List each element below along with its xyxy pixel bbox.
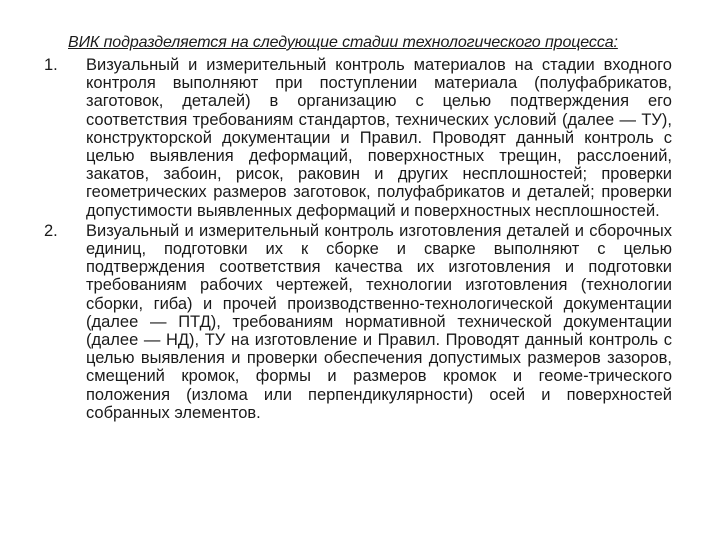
list-item <box>0 56 720 220</box>
list-item-number: 2. <box>44 221 58 240</box>
stages-list <box>0 56 720 422</box>
list-item-text: Визуальный и измерительный контроль изготовления деталей и сборочных единиц, подготовки их к сборке и сварке выполняют с целью подтверждения соответствия качества их изготовления и подготовки требованиям рабочих чертежей, технологии изготовления (технологии сборки, гиба) и прочей производственно-технологической документации (далее — ПТД), требованиям нормативной технической документации (далее — НД), ТУ на изготовление и Правил. Проводят данный контроль с целью выявления и проверки обеспечения допустимых размеров зазоров, смещений кромок, формы и размеров кромок и геоме-трического положения (излома или перпендикулярности) осей и поверхностей собранных элементов. <box>86 221 672 422</box>
list-item-text: Визуальный и измерительный контроль материалов на стадии входного контроля выполняют при поступлении материала (полуфабрикатов, заготовок, деталей) в организацию с целью подтверждения его соответствия требованиям стандартов, технических условий (далее — ТУ), конструкторской документации и Правил. Проводят данный контроль с целью выявления деформаций, поверхностных трещин, расслоений, закатов, забоин, рисок, раковин и других несплошностей; проверки геометрических размеров заготовок, полуфабрикатов и деталей; проверки допустимости выявленных деформаций и поверхностных несплошностей. <box>86 56 672 220</box>
list-item <box>0 222 720 422</box>
slide-title: ВИК подразделяется на следующие стадии технологического процесса: <box>68 34 618 51</box>
list-item-number: 1. <box>44 56 58 74</box>
